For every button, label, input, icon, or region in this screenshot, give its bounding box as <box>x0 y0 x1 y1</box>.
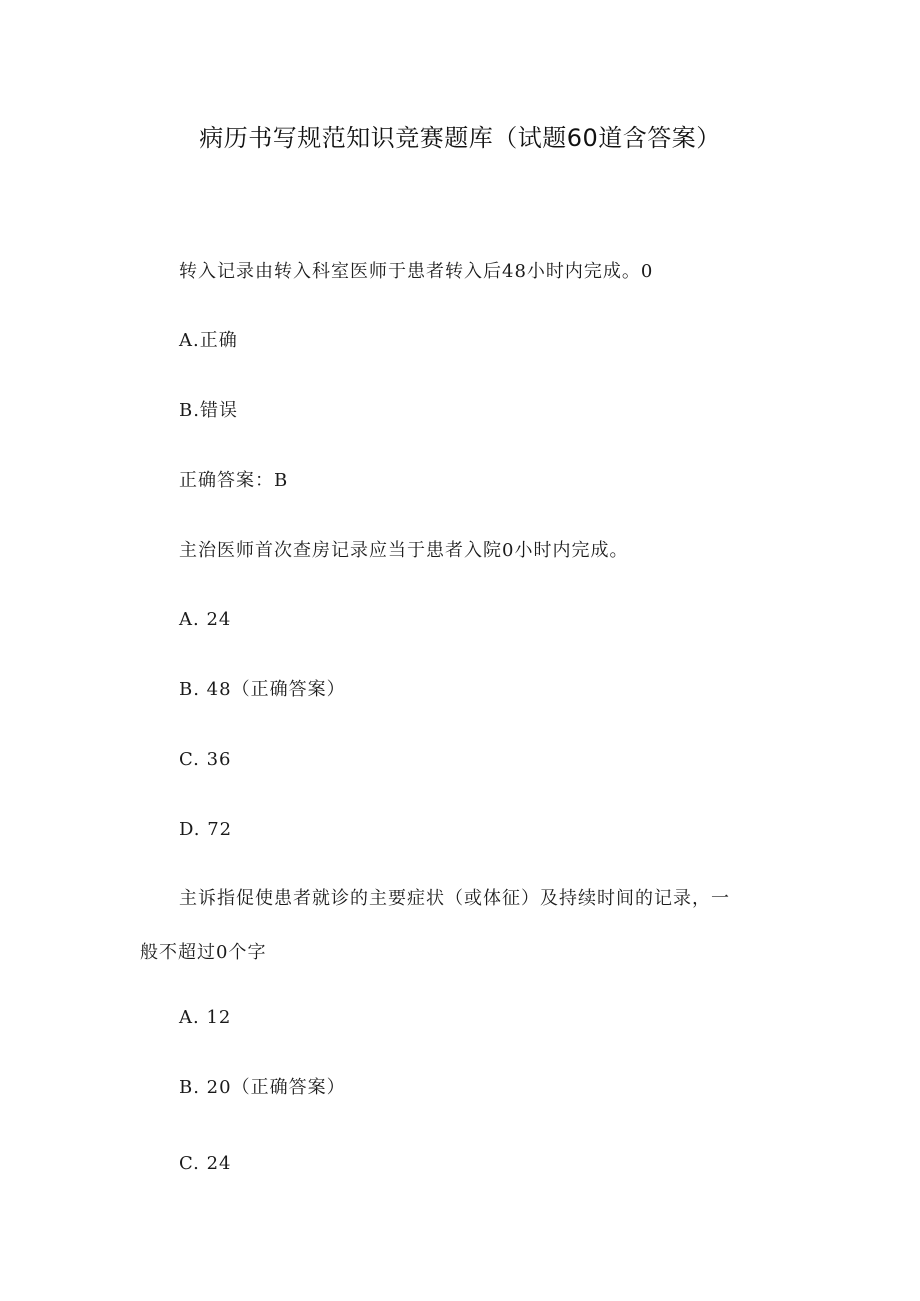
question-1-text: 转入记录由转入科室医师于患者转入后48小时内完成。0 <box>179 261 654 282</box>
question-2-option-a: A. 24 <box>179 609 232 630</box>
question-3-text <box>140 885 780 967</box>
question-2-option-b: B. 48（正确答案） <box>179 679 346 700</box>
question-3-text-line-2: 般不超过0个字 <box>140 942 267 963</box>
question-2-text: 主治医师首次查房记录应当于患者入院0小时内完成。 <box>179 540 629 561</box>
question-1-option-a: A.正确 <box>179 330 238 351</box>
question-2-option-c: C. 36 <box>179 749 232 770</box>
question-3-option-a: A. 12 <box>179 1007 232 1028</box>
question-3-option-b: B. 20（正确答案） <box>179 1077 346 1098</box>
question-1-option-b: B.错误 <box>179 400 238 421</box>
question-3-option-c: C. 24 <box>179 1153 232 1174</box>
question-1-answer: 正确答案：B <box>179 470 289 491</box>
question-2-option-d: D. 72 <box>179 819 233 840</box>
document-title: 病历书写规范知识竞赛题库（试题60道含答案） <box>199 124 721 152</box>
question-3-text-line-1: 主诉指促使患者就诊的主要症状（或体征）及持续时间的记录，一 <box>179 888 730 909</box>
